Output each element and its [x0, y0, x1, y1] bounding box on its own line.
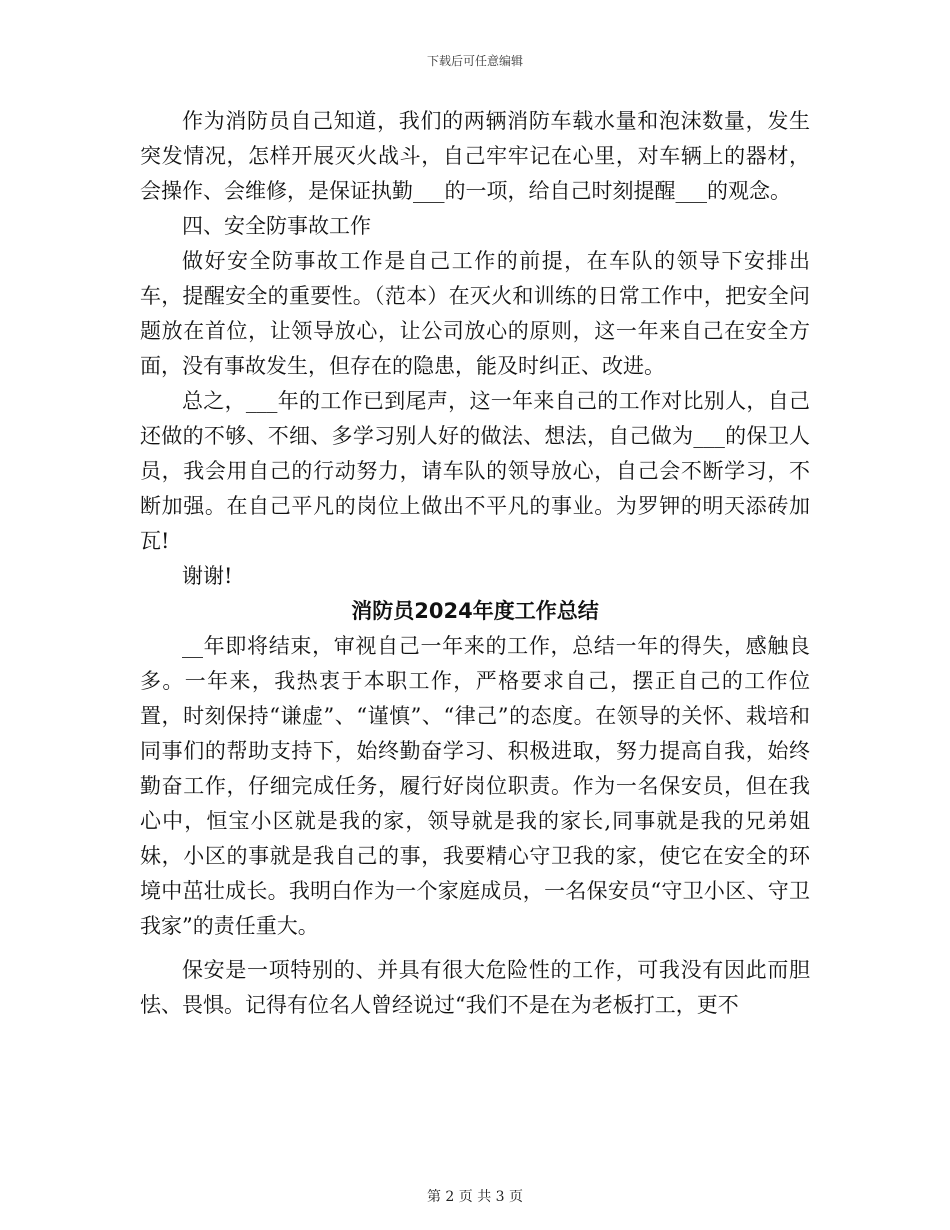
document-title: 消防员2024年度工作总结 — [351, 599, 599, 623]
paragraph-equipment: 作为消防员自己知道，我们的两辆消防车载水量和泡沫数量，发生突发情况，怎样开展灭火战斗，自己牢牢记在心里，对车辆上的器材，会操作、会维修，是保证执勤___的一项，给自己时刻提醒___的观念。 — [140, 109, 810, 203]
paragraph-safety: 做好安全防事故工作是自己工作的前提，在车队的领导下安排出车，提醒安全的重要性。（范本）在灭火和训练的日常工作中，把安全问题放在首位，让领导放心，让公司放心的原则，这一年来自己在安全方面，没有事故发生，但存在的隐患，能及时纠正、改进。 — [140, 249, 810, 378]
page-header-note: 下载后可任意编辑 — [426, 54, 523, 68]
paragraph-conclusion: 总之，___年的工作已到尾声，这一年来自己的工作对比别人，自己还做的不够、不细、多学习别人好的做法、想法，自己做为___的保卫人员，我会用自己的行动努力，请车队的领导放心，自己会不断学习，不断加强。在自己平凡的岗位上做出不平凡的事业。为罗钾的明天添砖加瓦! — [140, 389, 810, 553]
page-footer-number: 第 2 页 共 3 页 — [426, 1189, 524, 1205]
document-body — [140, 104, 810, 1023]
paragraph-year-summary: __年即将结束，审视自己一年来的工作，总结一年的得失，感触良多。一年来，我热衷于本职工作，严格要求自己，摆正自己的工作位置，时刻保持“谦虚”、“谨慎”、“律己”的态度。在领导的关怀、栽培和同事们的帮助支持下，始终勤奋学习、积极进取，努力提高自我，始终勤奋工作，仔细完成任务，履行好岗位职责。作为一名保安员，但在我心中，恒宝小区就是我的家，领导就是我的家长,同事就是我的兄弟姐妹，小区的事就是我自己的事，我要精心守卫我的家，使它在安全的环境中茁壮成长。我明白作为一个家庭成员，一名保安员“守卫小区、守卫我家”的责任重大。 — [140, 634, 810, 938]
paragraph-security-work: 保安是一项特别的、并具有很大危险性的工作，可我没有因此而胆怯、畏惧。记得有位名人曾经说过“我们不是在为老板打工，更不 — [140, 958, 810, 1017]
paragraph-thanks: 谢谢! — [182, 564, 233, 588]
section-heading-safety: 四、安全防事故工作 — [182, 214, 371, 238]
